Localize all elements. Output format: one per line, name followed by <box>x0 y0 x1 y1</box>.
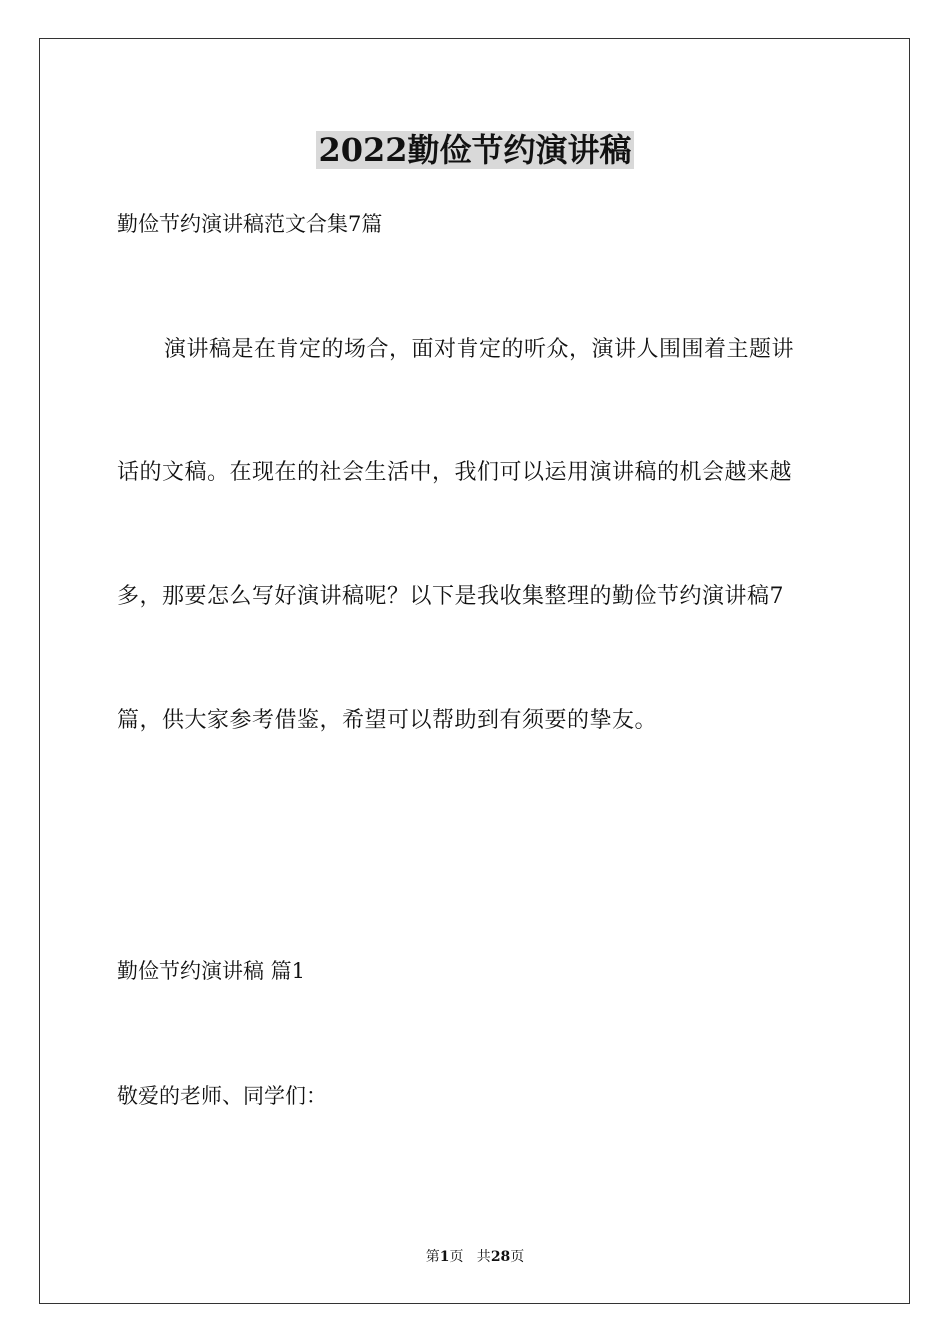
document-title <box>0 128 950 172</box>
intro-paragraph-line-3: 多，那要怎么写好演讲稿呢？以下是我收集整理的勤俭节约演讲稿7 <box>117 584 784 609</box>
intro-paragraph-line-4: 篇，供大家参考借鉴，希望可以帮助到有须要的挚友。 <box>117 708 658 733</box>
footer-total-suffix: 页 <box>510 1249 525 1265</box>
footer-page-prefix: 第 <box>425 1249 440 1265</box>
document-subtitle: 勤俭节约演讲稿范文合集7篇 <box>117 212 383 236</box>
footer-total-pages: 28 <box>490 1249 511 1265</box>
footer-page-number: 1 <box>439 1249 450 1265</box>
title-text: 2022勤俭节约演讲稿 <box>318 131 632 169</box>
intro-paragraph-line-2: 话的文稿。在现在的社会生活中，我们可以运用演讲稿的机会越来越 <box>117 460 793 485</box>
section-heading: 勤俭节约演讲稿 篇1 <box>117 959 306 983</box>
footer-page-suffix: 页 共 <box>449 1249 491 1265</box>
page-footer <box>0 1247 950 1267</box>
intro-paragraph-line-1: 演讲稿是在肯定的场合，面对肯定的听众，演讲人围围着主题讲 <box>164 337 795 362</box>
greeting: 敬爱的老师、同学们： <box>117 1084 327 1108</box>
